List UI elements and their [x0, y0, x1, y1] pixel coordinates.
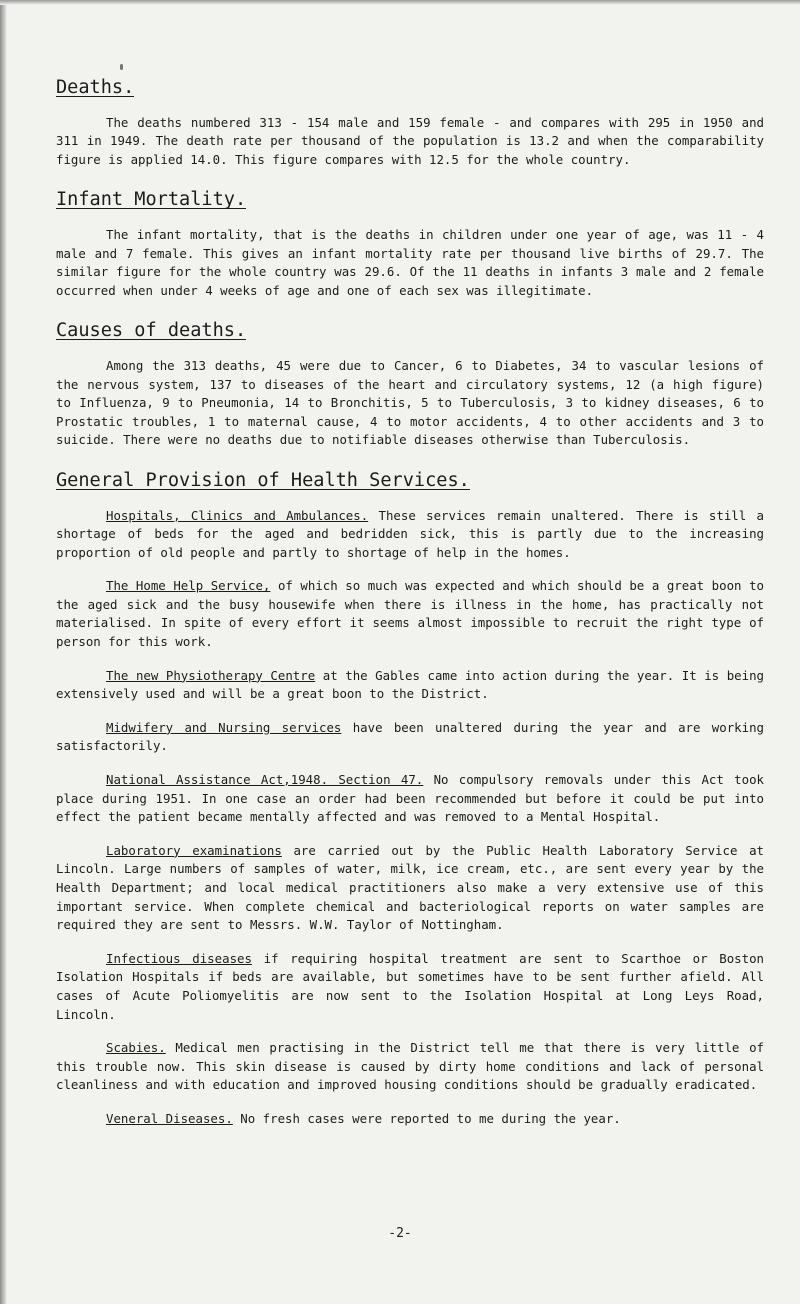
subheading-physiotherapy: The new Physiotherapy Centre	[106, 667, 316, 683]
text-laboratory: are carried out by the Public Health Laboratory Service at Lincoln. Large numbers of samples of water, milk, ice cream, etc., are sent every year by the Health Department; and local medical practitioners also make a very extensive use of this important service. When complete chemical and bacteriological reports on water samples are required they are sent to Messrs. W.W. Taylor of Nottingham.	[56, 842, 764, 933]
paragraph-veneral-diseases	[56, 1110, 764, 1129]
paragraph-infectious-diseases	[56, 950, 764, 1024]
paragraph-laboratory	[56, 842, 764, 935]
subheading-scabies: Scabies.	[106, 1040, 166, 1056]
paragraph-infant-mortality: The infant mortality, that is the deaths in children under one year of age, was 11 - 4 male and 7 female. This gives an infant mortality rate per thousand live births of 29.7. The similar figure for the whole country was 29.6. Of the 11 deaths in infants 3 male and 2 female occurred when under 4 weeks of age and one of each sex was illegitimate.	[56, 226, 764, 298]
section-deaths	[56, 77, 764, 169]
page-number: -2-	[388, 1226, 412, 1241]
subheading-laboratory: Laboratory examinations	[106, 842, 282, 858]
subheading-midwifery: Midwifery and Nursing services	[106, 719, 342, 735]
section-infant-mortality	[56, 189, 764, 300]
text-home-help: of which so much was expected and which should be a great boon to the aged sick and the busy housewife when there is illness in the home, has practically not materialised. In spite of every effort it seems almost impossible to recruit the right type of person for this work.	[56, 578, 764, 650]
section-causes-of-deaths	[56, 320, 764, 450]
scan-edge-left	[0, 0, 7, 1304]
report-body	[56, 77, 765, 1129]
scan-edge-top	[0, 0, 800, 5]
text-scabies: Medical men practising in the District tell me that there is very little of this trouble now. This skin disease is caused by dirty home conditions and lack of personal cleanliness and with education and improved housing conditions should be gradually eradicated.	[56, 1040, 764, 1093]
heading-infant-mortality: Infant Mortality.	[56, 189, 247, 211]
subheading-hospitals: Hospitals, Clinics and Ambulances.	[106, 507, 369, 523]
subheading-veneral-diseases: Veneral Diseases.	[106, 1110, 233, 1126]
text-infectious-diseases: if requiring hospital treatment are sent to Scarthoe or Boston Isolation Hospitals if beds are available, but sometimes have to be sent further afield. All cases of Acute Poliomyelitis are now sent to the Isolation Hospital at Long Leys Road, Lincoln.	[56, 950, 764, 1022]
paragraph-hospitals	[56, 507, 764, 563]
paragraph-midwifery	[56, 719, 764, 756]
paragraph-national-assistance	[56, 771, 764, 827]
text-hospitals: These services remain unaltered. There is still a shortage of beds for the aged and bedridden sick, this is partly due to the increasing proportion of old people and partly to shortage of help in the homes.	[56, 507, 764, 560]
heading-causes-of-deaths: Causes of deaths.	[56, 320, 247, 342]
section-general-provision	[56, 469, 765, 1129]
heading-deaths: Deaths.	[56, 77, 135, 98]
subheading-home-help: The Home Help Service,	[106, 578, 271, 594]
text-veneral-diseases: No fresh cases were reported to me during the year.	[232, 1110, 621, 1126]
paragraph-physiotherapy	[56, 667, 764, 704]
paragraph-scabies	[56, 1039, 764, 1095]
text-midwifery: have been unaltered during the year and are working satisfactorily.	[56, 719, 764, 754]
paragraph-deaths: The deaths numbered 313 - 154 male and 159 female - and compares with 295 in 1950 and 311 in 1949. The death rate per thousand of the population is 13.2 and when the comparability figure is applied 14.0. This figure compares with 12.5 for the whole country.	[56, 114, 764, 167]
text-national-assistance: No compulsory removals under this Act took place during 1951. In one case an order had been recommended but before it could be put into effect the patient became mentally affected and was removed to a Mental Hospital.	[56, 772, 764, 825]
subheading-infectious-diseases: Infectious diseases	[106, 950, 252, 966]
heading-general-provision: General Provision of Health Services.	[56, 469, 470, 491]
scan-speck	[120, 64, 123, 70]
paragraph-causes-of-deaths: Among the 313 deaths, 45 were due to Cancer, 6 to Diabetes, 34 to vascular lesions of the nervous system, 137 to diseases of the heart and circulatory systems, 12 (a high figure) to Influenza, 9 to Pneumonia, 14 to Bronchitis, 5 to Tuberculosis, 3 to kidney diseases, 6 to Prostatic troubles, 1 to maternal cause, 4 to motor accidents, 4 to other accidents and 3 to suicide. There were no deaths due to notifiable diseases otherwise than Tuberculosis.	[56, 357, 764, 448]
subheading-national-assistance: National Assistance Act,1948. Section 47.	[106, 772, 424, 788]
paragraph-home-help	[56, 577, 764, 651]
text-physiotherapy: at the Gables came into action during the year. It is being extensively used and will be a great boon to the District.	[56, 667, 765, 702]
